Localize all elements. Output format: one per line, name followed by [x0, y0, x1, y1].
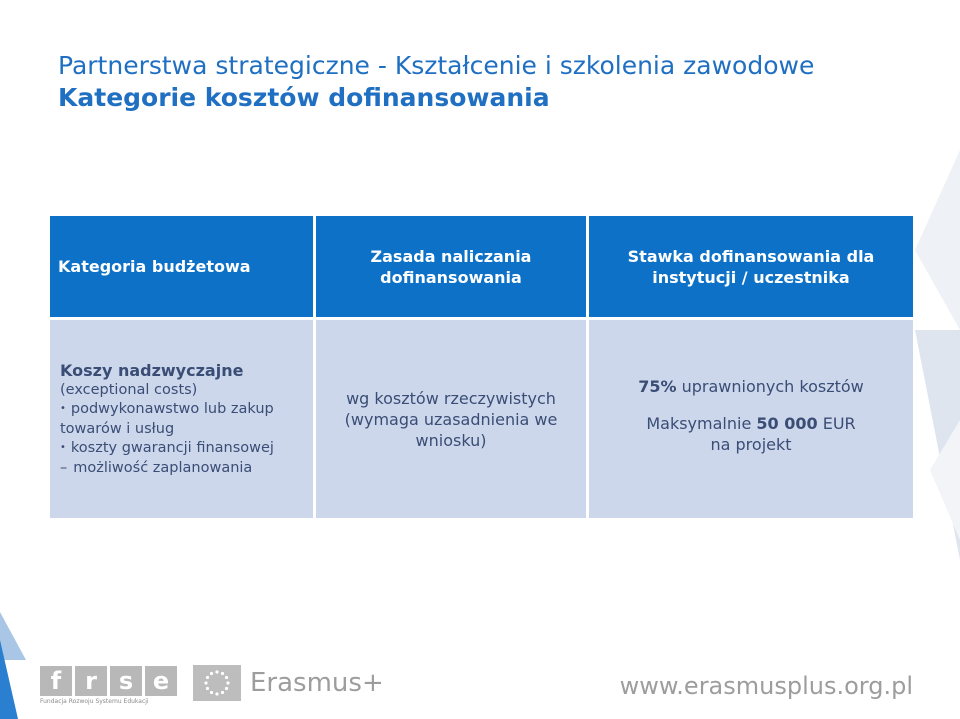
- bullet-item: • koszty gwarancji finansowej: [60, 439, 274, 459]
- table-header-row: [50, 216, 913, 317]
- dash-item: – możliwość zaplanowania: [60, 459, 252, 478]
- cell-funding-rate: [589, 320, 913, 518]
- cell-funding-rule: wg kosztów rzeczywistych (wymaga uzasadnienia we wniosku): [316, 320, 586, 518]
- cost-table: [50, 216, 913, 518]
- header-budget-category: Kategoria budżetowa: [50, 216, 313, 317]
- frse-logo: f r s e Fundacja Rozwoju Systemu Edukacji: [40, 666, 180, 705]
- cell-budget-category: [50, 320, 313, 518]
- bullet-item: • podwykonawstwo lub zakup: [60, 400, 274, 420]
- category-heading: Koszy nadzwyczajne: [60, 361, 244, 380]
- footer: [0, 650, 960, 719]
- rate-percent-line: 75% uprawnionych kosztów: [638, 377, 864, 396]
- table-row: [50, 317, 913, 518]
- bullet-item-continued: towarów i usług: [60, 421, 175, 437]
- erasmus-plus-logo: Erasmus+: [250, 668, 384, 698]
- header-funding-rate: Stawka dofinansowania dla instytucji / uczestnika: [589, 216, 913, 317]
- max-amount-line: Maksymalnie 50 000 EUR: [646, 414, 856, 433]
- frse-caption: Fundacja Rozwoju Systemu Edukacji: [40, 698, 149, 705]
- page-title: Kategorie kosztów dofinansowania: [58, 83, 550, 112]
- max-amount-suffix: na projekt: [710, 435, 792, 454]
- header-funding-rule: Zasada naliczania dofinansowania: [316, 216, 586, 317]
- eu-flag-icon: [193, 665, 241, 701]
- category-subheading: (exceptional costs): [60, 382, 198, 398]
- title-block: [58, 50, 918, 114]
- website-url[interactable]: www.erasmusplus.org.pl: [619, 672, 913, 700]
- page-subtitle: Partnerstwa strategiczne - Kształcenie i szkolenia zawodowe: [58, 51, 815, 80]
